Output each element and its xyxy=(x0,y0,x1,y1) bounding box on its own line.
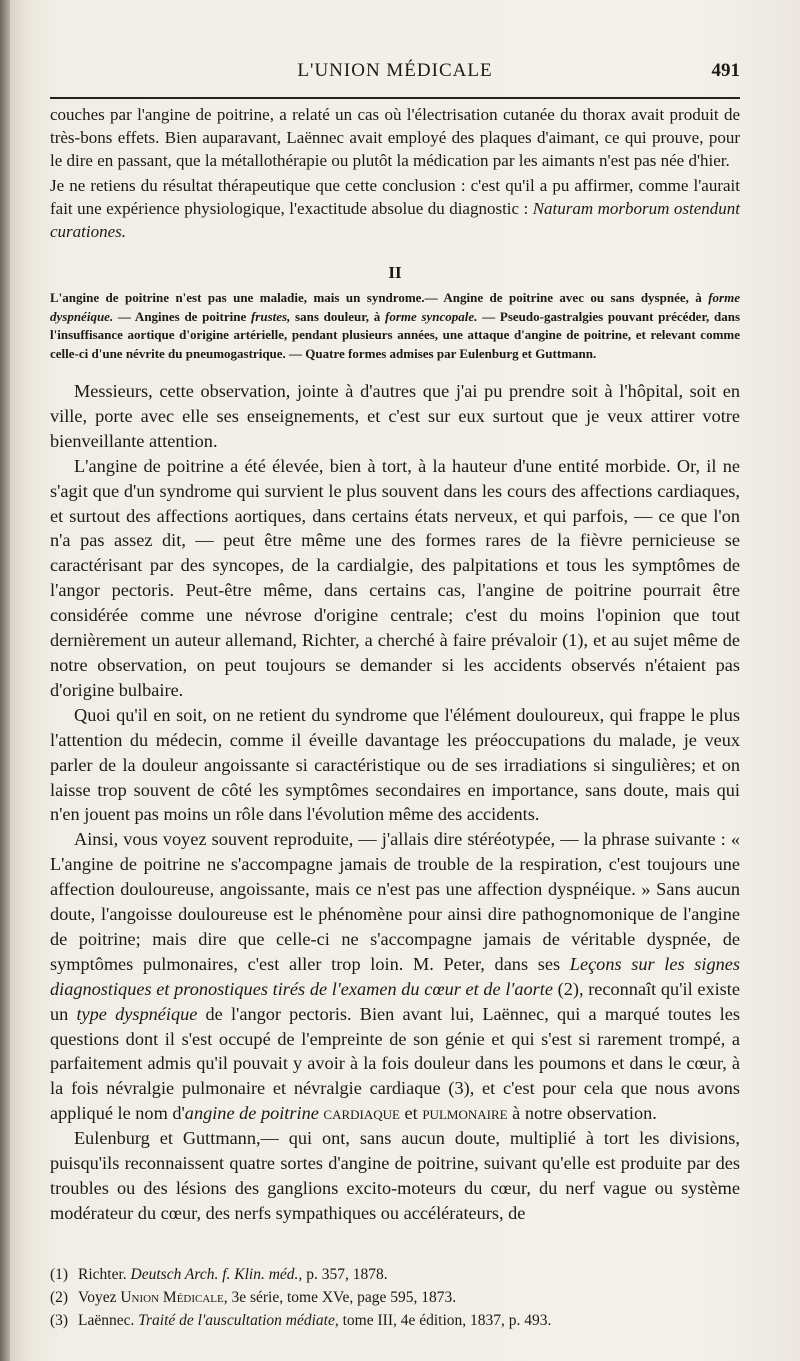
intro-paragraph-1: couches par l'angine de poitrine, a relaté un cas où l'électrisation cutanée du thorax avait produit de très-bons effets. Bien auparavant, Laënnec avait employé des plaques d'aimant, ce qui prouve, pour le dire en passant, que la métallothérapie ou plutôt la médication par les aimants n'est pas née d'hier. xyxy=(50,105,740,170)
p4-angine: angine de poitrine xyxy=(184,1103,319,1124)
footnote-text: Laënnec. xyxy=(78,1312,139,1329)
footnote-label: (3) xyxy=(50,1312,69,1329)
intro-paragraph-2-text: Je ne retiens du résultat thérapeutique que cette conclusion : c'est qu'il a pu affirmer, comme l'aurait fait une expérience physiologique, l'exactitude absolue du diagnostic : xyxy=(50,176,740,219)
footnote-work: Traité de l'auscultation médiate, xyxy=(138,1312,339,1329)
latin-quote: Naturam morborum ostendunt curationes. xyxy=(50,199,740,242)
summary-part-c: sans douleur, à xyxy=(290,308,385,324)
paragraph-dyspnee xyxy=(50,827,740,1126)
footnote-text: 3e série, tome XVe, page 595, 1873. xyxy=(227,1289,457,1306)
footnote-text: p. 357, 1878. xyxy=(302,1266,388,1283)
summary-frustes: frustes, xyxy=(250,308,291,324)
paragraph-angine-syndrome: L'angine de poitrine a été élevée, bien à tort, à la hauteur d'une entité morbide. Or, il ne s'agit que d'un syndrome qui survient le plus souvent dans les cours des affections cardiaques, et surtout des affections aortiques, dans certains états nerveux, et qui parfois, — ce que l'on n'a pas assez dit, — peut être même une des formes rares de la fièvre pernicieuse se caractérisant par des syncopes, de la cardialgie, des palpitations et tous les symptômes de l'angor pectoris. Peut-être même, dans certains cas, l'angine de poitrine pourrait être considérée comme une névrose d'origine centrale; c'est du moins l'opinion que tout dernièrement un auteur allemand, Richter, a cherché à faire prévaloir (1), et au sujet même de notre observation, on peut toujours se demander si les accidents observés n'étaient pas d'origine bulbaire. xyxy=(50,455,740,700)
summary-part-a: L'angine de poitrine n'est pas une maladie, mais un syndrome.— Angine de poitrine avec ou sans dyspnée, à xyxy=(50,290,709,306)
p4-cardiaque: cardiaque xyxy=(323,1103,400,1124)
p4-work-title: Leçons sur les signes diagnostiques et pronostiques tirés de l'examen du cœur et de l'aorte xyxy=(50,953,740,999)
section-summary xyxy=(50,289,740,363)
summary-form-dyspneique: forme dyspnéique. xyxy=(50,290,740,324)
footnotes xyxy=(50,1263,740,1332)
p4-part-a: Ainsi, vous voyez souvent reproduite, — j'allais dire stéréotypée, — la phrase suivante : « L'angine de poitrine ne s'accompagne jamais de trouble de la respiration, c'est toujours une affection douloureuse, angoissante, mais ce n'est pas une affection dyspnéique. » Sans aucun doute, l'angoisse douloureuse est le phénomène pour ainsi dire pathognomonique de l'angine de poitrine; mais dire que celle-ci ne s'accompagne jamais de véritable dyspnée, de symptômes pulmonaires, c'est aller trop loin. M. Peter, dans ses xyxy=(50,829,740,974)
summary-part-b: — Angines de poitrine xyxy=(113,308,251,324)
page-number: 491 xyxy=(711,60,740,81)
paragraph-eulenburg: Eulenburg et Guttmann,— qui ont, sans aucun doute, multiplié à tort les divisions, puisqu'ils reconnaissent quatre sortes d'angine de poitrine, suivant qu'elle est produite par des troubles ou des lésions des ganglions excito-moteurs du cœur, du nerf vague ou système modérateur du cœur, des nerfs sympathiques ou accélérateurs, de xyxy=(50,1128,740,1223)
footnote-work: Deutsch Arch. f. Klin. méd., xyxy=(130,1266,303,1283)
header-rule xyxy=(50,97,740,99)
p4-et: et xyxy=(399,1103,423,1124)
p4-part-c: de l'angor pectoris. Bien avant lui, Laënnec, qui a marqué toutes les questions dont il s'est occupé de l'empreinte de son génie et qui s'est si rarement trompé, a parfaitement admis qu'il pouvait y avoir à la fois douleur dans les poumons et dans le cœur, à la fois névralgie pulmonaire et névralgie cardiaque (3), et c'est pour cela que nous avons appliqué le nom d' xyxy=(50,1003,740,1124)
body-text xyxy=(50,104,740,1226)
footnote-3 xyxy=(50,1309,740,1332)
footnote-text: Voyez xyxy=(78,1289,121,1306)
footnote-label: (2) xyxy=(50,1289,69,1306)
summary-form-syncopale: forme syncopale. xyxy=(384,308,478,324)
footnote-label: (1) xyxy=(50,1266,69,1283)
footnote-2 xyxy=(50,1286,740,1309)
summary-part-d: — Pseudo-gastralgies pouvant précéder, dans l'insuffisance aortique d'origine artérielle, pendant plusieurs années, une attaque d'angine de poitrine, et relevant comme celle-ci d'une névrite du pneumogastrique. — Quatre formes admises par Eulenburg et Guttmann. xyxy=(50,308,741,361)
page-header xyxy=(50,60,740,90)
p4-pulmonaire: pulmonaire xyxy=(422,1103,508,1124)
intro-paragraph-2 xyxy=(50,174,740,243)
footnote-text: Richter. xyxy=(78,1266,131,1283)
running-title: L'UNION MÉDICALE xyxy=(297,60,493,81)
p4-part-d: à notre observation. xyxy=(507,1103,657,1124)
paragraph-element-douloureux: Quoi qu'il en soit, on ne retient du syndrome que l'élément douloureux, qui frappe le plus l'attention du médecin, comme il éveille davantage les préoccupations du malade, je veux parler de la douleur angoissante si caractéristique ou de ses irradiations si singulières; et on laisse trop souvent de côté les symptômes secondaires en importance, sans doute, mais qui n'en jouent pas moins un rôle dans l'évolution même des accidents. xyxy=(50,704,740,825)
paragraph-messieurs: Messieurs, cette observation, jointe à d'autres que j'ai pu prendre soit à l'hôpital, soit en ville, porte avec elle ses enseignements, et c'est sur eux surtout que je veux attirer votre bienveillante attention. xyxy=(50,381,740,451)
section-number: II xyxy=(388,263,402,283)
p4-type-dyspneique: type dyspnéique xyxy=(76,1003,198,1024)
footnote-1 xyxy=(50,1263,740,1286)
page-gutter-shadow xyxy=(0,0,10,1361)
p4-part-b: (2), reconnaît qu'il existe un xyxy=(50,978,740,1024)
footnote-work: Union Médicale, xyxy=(120,1289,228,1306)
footnote-text: tome III, 4e édition, 1837, p. 493. xyxy=(338,1312,552,1329)
